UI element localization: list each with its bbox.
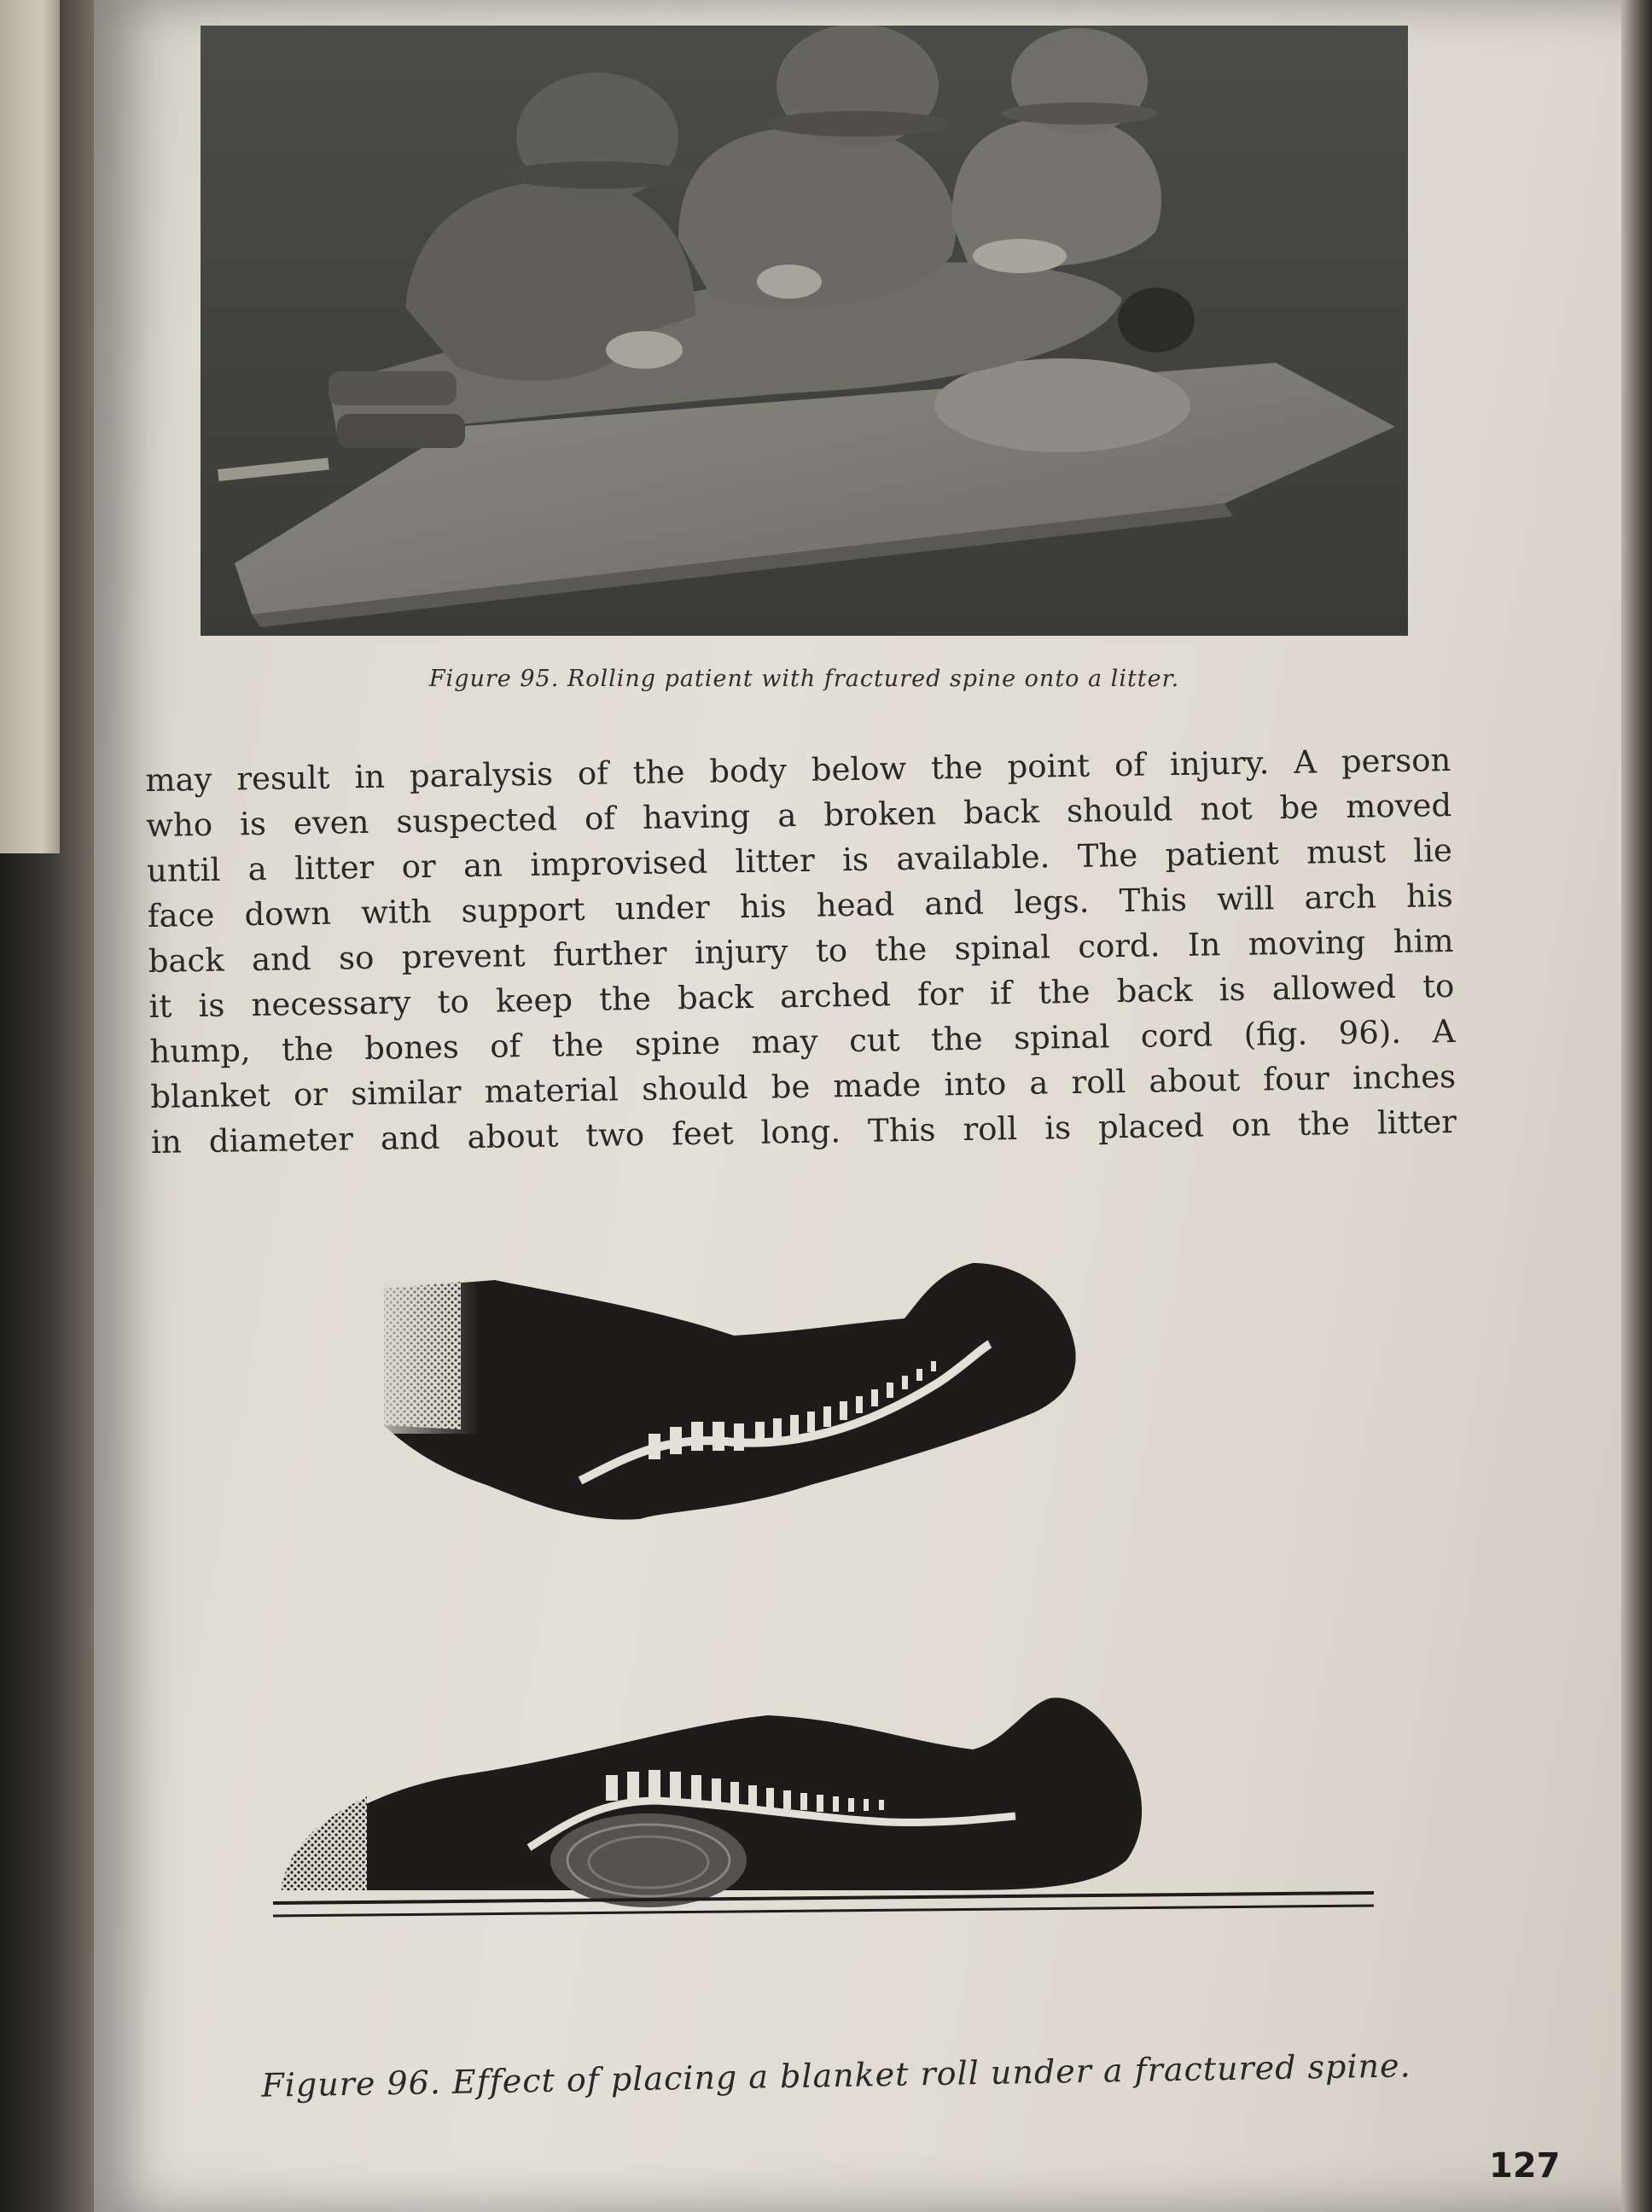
body-line: who is even suspected of having a broken back should not be moved [145,786,1452,844]
figure-96-illustration [256,1229,1451,2040]
page-number: 127 [1489,2146,1561,2186]
supported-body-silhouette [273,1697,1374,1916]
previous-page-edge [0,0,60,853]
body-line: may result in paralysis of the body below the point of injury. A person [145,741,1451,799]
body-line: hump, the bones of the spine may cut the spinal cord (fig. 96). A [149,1012,1456,1070]
figure-96-caption: Figure 96. Effect of placing a blanket roll under a fractured spine. [261,2046,1411,2104]
figure-95-photo [201,26,1408,636]
body-line: it is necessary to keep the back arched for if the back is allowed to [148,967,1455,1025]
page-right-edge [1621,0,1652,2212]
body-line: back and so prevent further injury to the spinal cord. In moving him [148,922,1454,980]
body-paragraph [145,737,1457,1165]
body-line: until a litter or an improvised litter is available. The patient must lie [146,831,1453,889]
body-line: blanket or similar material should be made into a roll about four inches [149,1057,1457,1115]
body-line: in diameter and about two feet long. This roll is placed on the litter [150,1103,1457,1161]
unsupported-body-silhouette [384,1263,1076,1520]
figure-95-caption: Figure 95. Rolling patient with fractured spine onto a litter. [428,666,1180,692]
body-line: face down with support under his head and legs. This will arch his [147,876,1454,934]
